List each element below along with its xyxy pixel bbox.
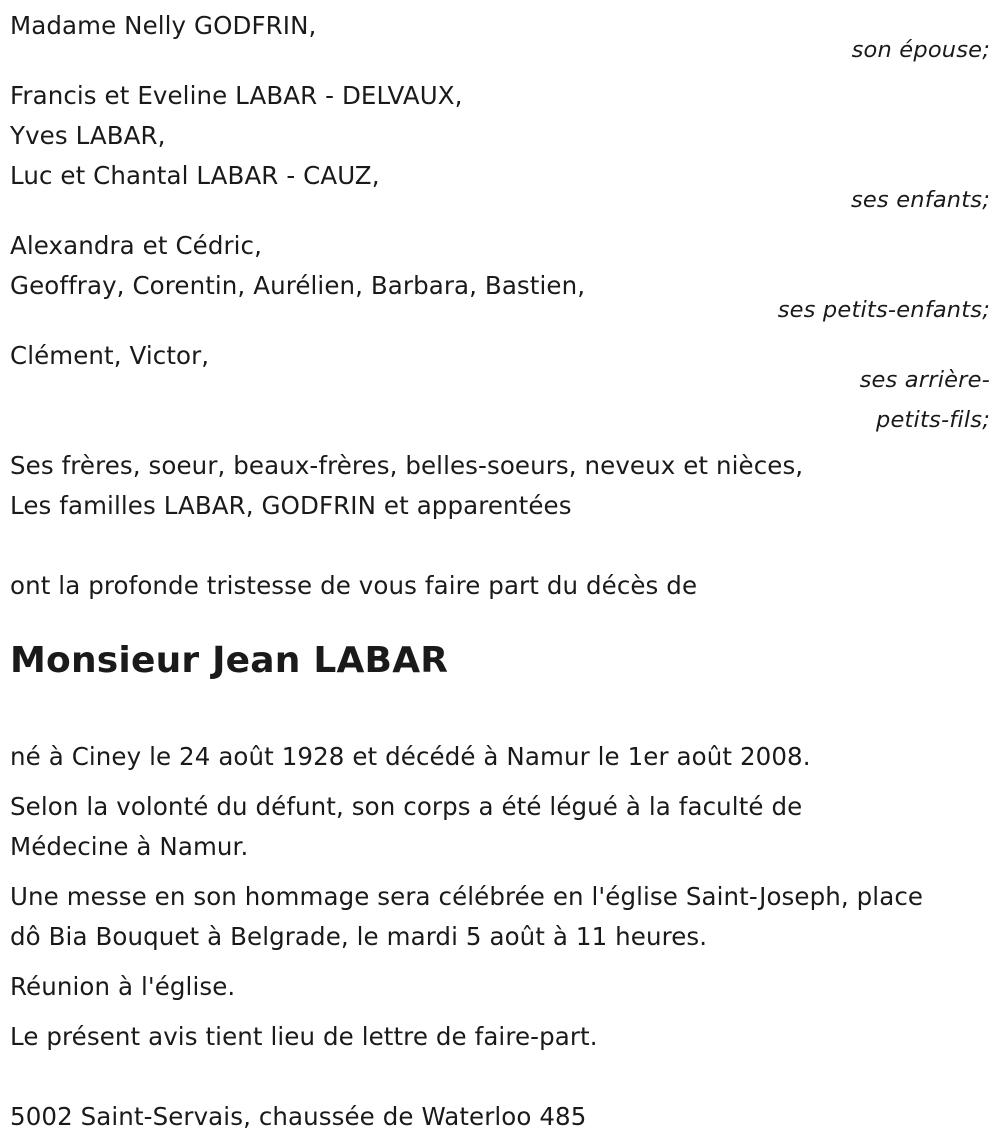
child-name: Francis et Eveline LABAR - DELVAUX, bbox=[10, 81, 463, 110]
obituary-notice bbox=[10, 0, 990, 1131]
address: 5002 Saint-Servais, chaussée de Waterloo 485 bbox=[10, 1102, 587, 1131]
grandchildren-role: ses petits-enfants; bbox=[777, 297, 990, 323]
grandchild-name: Alexandra et Cédric, bbox=[10, 231, 263, 260]
grandchild-name: Geoffray, Corentin, Aurélien, Barbara, Bastien, bbox=[10, 271, 586, 300]
child-name: Luc et Chantal LABAR - CAUZ, bbox=[10, 161, 380, 190]
relatives-line: Ses frères, soeur, beaux-frères, belles-soeurs, neveux et nièces, bbox=[10, 451, 804, 480]
deceased-name: Monsieur Jean LABAR bbox=[10, 640, 449, 681]
notice-line: Le présent avis tient lieu de lettre de faire-part. bbox=[10, 1022, 598, 1051]
body-donation-line: Médecine à Namur. bbox=[10, 832, 249, 861]
announcement: ont la profonde tristesse de vous faire part du décès de bbox=[10, 571, 698, 600]
great-grandchildren-role: petits-fils; bbox=[876, 407, 990, 433]
children-role: ses enfants; bbox=[850, 187, 990, 213]
gathering-line: Réunion à l'église. bbox=[10, 972, 236, 1001]
relatives-line: Les familles LABAR, GODFRIN et apparentées bbox=[10, 491, 572, 520]
spouse-name: Madame Nelly GODFRIN, bbox=[10, 11, 317, 40]
body-donation-line: Selon la volonté du défunt, son corps a été légué à la faculté de bbox=[10, 792, 803, 821]
mass-line: Une messe en son hommage sera célébrée en l'église Saint-Joseph, place bbox=[10, 882, 924, 911]
child-name: Yves LABAR, bbox=[10, 121, 166, 150]
mass-line: dô Bia Bouquet à Belgrade, le mardi 5 août à 11 heures. bbox=[10, 922, 708, 951]
birth-death-line: né à Ciney le 24 août 1928 et décédé à Namur le 1er août 2008. bbox=[10, 742, 811, 771]
great-grandchild-name: Clément, Victor, bbox=[10, 341, 210, 370]
spouse-role: son épouse; bbox=[851, 37, 990, 63]
great-grandchildren-role: ses arrière- bbox=[859, 367, 990, 393]
